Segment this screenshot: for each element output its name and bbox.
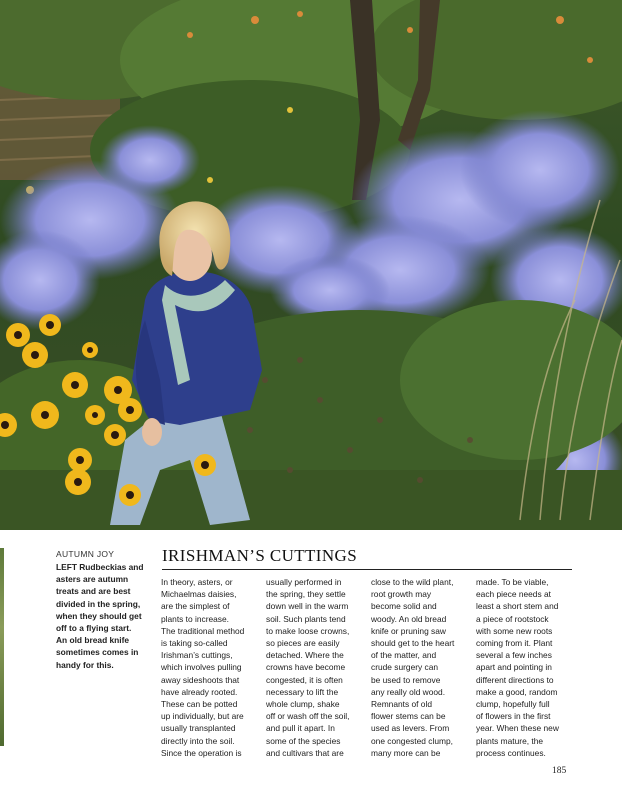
text-line: root growth may [371,589,432,600]
text-line: knife or pruning saw [371,625,446,636]
text-line: and cultivars that are [266,747,344,758]
text-line: In theory, asters, or [161,577,233,587]
caption-text [56,561,156,671]
text-line: crude surgery can [371,662,439,673]
text-line: flower stems can be [371,711,446,722]
text-line: any really old wood. [371,686,446,697]
text-line: detached. Where the [266,650,344,661]
text-line: up individually, but are [161,711,244,722]
text-line: year. When these new [476,723,559,734]
text-line: made. To be viable, [476,577,549,587]
column-paragraph [476,576,570,759]
text-line: different directions to [476,674,554,685]
text-line: The traditional method [161,625,245,636]
text-line: usually transplanted [161,723,236,734]
text-line: Remnants of old [371,699,432,710]
text-line: woody. An old bread [371,613,447,624]
text-line: process continues. [476,747,546,758]
photo-caption [56,549,156,671]
page-number: 185 [552,766,567,776]
text-line: make a good, random [476,686,558,697]
text-line: are the simplest of [161,601,230,612]
text-line: of flowers in the first [476,711,551,722]
text-line: one congested clump, [371,735,453,746]
text-line: least a short stem and [476,601,559,612]
text-line: to make loose crowns, [266,625,350,636]
column-paragraph [266,576,360,759]
text-line: used as levers. From [371,723,450,734]
text-line: the spring, they settle [266,589,346,600]
text-line: Michaelmas daisies, [161,589,237,600]
text-line: is taking so-called [161,638,228,649]
text-line: should get to the heart [371,638,455,649]
text-line: off or wash off the soil, [266,711,350,722]
text-line: so pieces are easily [266,638,340,649]
text-column-3 [371,576,465,759]
text-line: clump, hopefully full [476,699,550,710]
text-line: with some new roots [476,625,553,636]
text-line: each piece needs at [476,589,551,600]
text-line: some of the species [266,735,341,746]
text-line: a piece of rootstock [476,613,549,624]
text-column-4 [476,576,570,759]
caption-line: An old bread knife [56,635,130,646]
caption-line: when they should get [56,610,142,621]
text-column-1 [161,576,255,759]
caption-line: LEFT Rudbeckias and [56,562,144,572]
text-line: away sideshoots that [161,674,240,685]
caption-line: asters are autumn [56,574,129,585]
text-line: congested, it is often [266,674,343,685]
text-line: directly into the soil. [161,735,235,746]
column-paragraph [371,576,465,759]
caption-label: AUTUMN JOY [56,549,115,559]
text-line: apart and pointing in [476,662,552,673]
article-title: IRISHMAN’S CUTTINGS [162,546,572,570]
article-body [161,576,573,759]
text-line: whole clump, shake [266,699,340,710]
text-line: be used to remove [371,674,441,685]
text-line: become solid and [371,601,437,612]
caption-line: off to a flying start. [56,623,132,634]
text-line: several a few inches [476,650,552,661]
text-line: crowns have become [266,662,346,673]
text-line: which involves pulling [161,662,242,673]
caption-line: divided in the spring, [56,598,141,609]
caption-line: sometimes comes in [56,647,139,658]
text-line: many more can be [371,747,441,758]
text-line: and pull it apart. In [266,723,335,734]
text-line: down well in the warm [266,601,349,612]
text-line: Irishman’s cuttings, [161,650,233,661]
text-line: These can be potted [161,699,238,710]
text-line: of the matter, and [371,650,437,661]
text-line: soil. Such plants tend [266,613,346,624]
facing-page-image-edge [0,548,4,746]
text-column-2 [266,576,360,759]
text-line: necessary to lift the [266,686,339,697]
text-line: close to the wild plant, [371,577,454,587]
text-line: plants mature, the [476,735,544,746]
text-line: usually performed in [266,577,342,587]
text-line: plants to increase. [161,613,229,624]
column-paragraph [161,576,255,759]
text-line: have already rooted. [161,686,238,697]
text-line: coming from it. Plant [476,638,553,649]
caption-line: treats and are best [56,586,131,597]
caption-line: handy for this. [56,659,114,670]
text-line: Since the operation is [161,747,242,758]
